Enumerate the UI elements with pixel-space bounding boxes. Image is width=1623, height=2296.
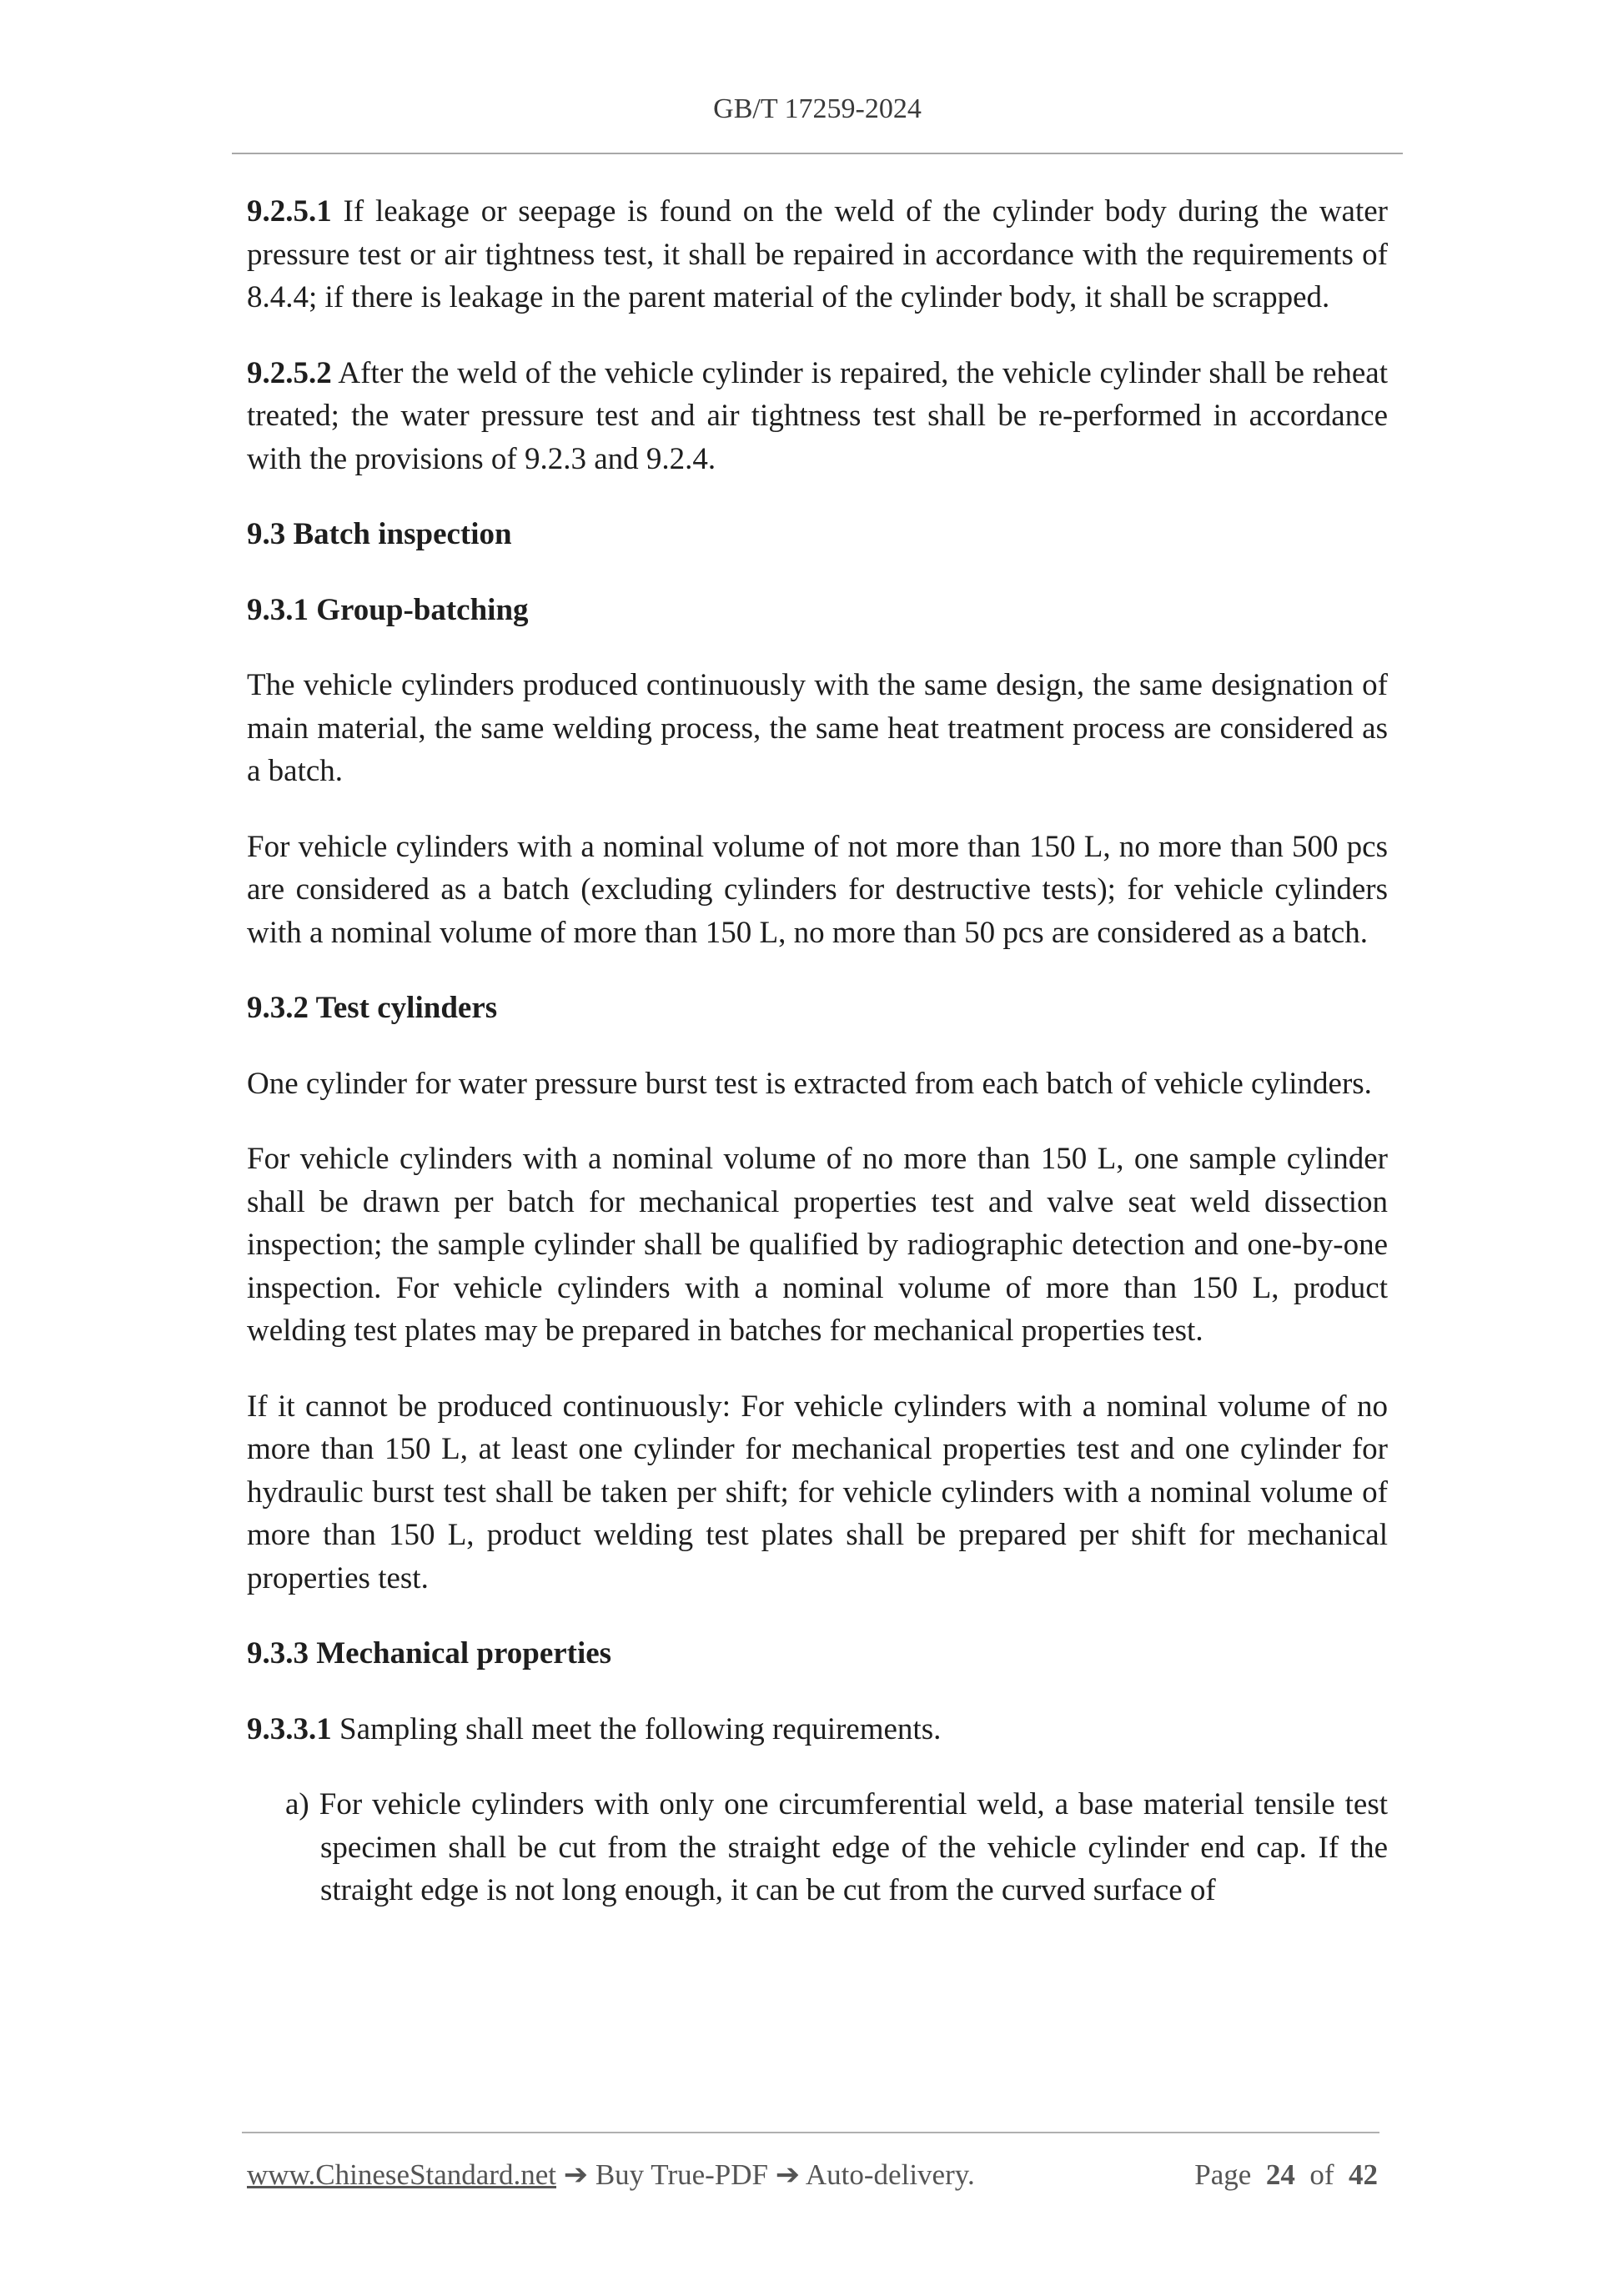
paragraph-batch-size: For vehicle cylinders with a nominal volume of not more than 150 L, no more than 500 pcs are considered as a batch (excluding cylinders for destructive tests); for vehicle cylinders with a nominal volume of more than 150 L, no more than 50 pcs are considered as a batch. <box>247 829 1388 950</box>
page-label: Page <box>1194 2158 1252 2191</box>
heading-9-3-2: 9.3.2 Test cylinders <box>247 991 498 1025</box>
paragraph-burst-test-cylinder: One cylinder for water pressure burst test is extracted from each batch of vehicle cylinders. <box>247 1066 1372 1101</box>
of-label: of <box>1309 2158 1334 2191</box>
list-item-a: a) For vehicle cylinders with only one circumferential weld, a base material tensile test specimen shall be cut from the straight edge of the vehicle cylinder end cap. If the straight edge is not long enough, it can be cut from the curved surface of <box>285 1787 1388 1907</box>
footer-promo <box>247 2154 975 2196</box>
arrow-right-icon: ➔ <box>775 2158 801 2191</box>
clause-text: Sampling shall meet the following requirements. <box>339 1711 942 1746</box>
footer-divider <box>242 2132 1379 2133</box>
current-page: 24 <box>1265 2158 1295 2191</box>
paragraph-sample-cylinder: For vehicle cylinders with a nominal volume of no more than 150 L, one sample cylinder shall be drawn per batch for mechanical properties test and valve seat weld dissection inspection; the sample cylinder shall be qualified by radiographic detection and one-by-one inspection. For vehicle cylinders with a nominal volume of more than 150 L, product welding test plates may be prepared in batches for mechanical properties test. <box>247 1142 1388 1348</box>
total-pages: 42 <box>1349 2158 1378 2191</box>
clause-9-2-5-2 <box>247 352 1388 481</box>
clause-number: 9.3.3.1 <box>247 1711 332 1746</box>
website-link[interactable]: www.ChineseStandard.net <box>247 2158 556 2191</box>
clause-9-3-3-1 <box>247 1708 1388 1751</box>
clause-9-2-5-1 <box>247 190 1388 319</box>
page-header <box>232 93 1403 125</box>
clause-number: 9.2.5.1 <box>247 194 332 229</box>
clause-number: 9.2.5.2 <box>247 355 332 390</box>
arrow-right-icon: ➔ <box>563 2158 589 2191</box>
auto-delivery-text: Auto-delivery. <box>805 2158 975 2191</box>
paragraph-non-continuous: If it cannot be produced continuously: For vehicle cylinders with a nominal volume of no more than 150 L, at least one cylinder for mechanical properties test and one cylinder for hydraulic burst test shall be taken per shift; for vehicle cylinders with a nominal volume of more than 150 L, product welding test plates shall be prepared per shift for mechanical properties test. <box>247 1389 1388 1595</box>
page-indicator <box>1194 2154 1378 2196</box>
standard-number: GB/T 17259-2024 <box>713 93 922 124</box>
header-divider <box>232 153 1403 154</box>
document-body <box>247 190 1388 1945</box>
clause-text: If leakage or seepage is found on the weld of the cylinder body during the water pressure test or air tightness test, it shall be repaired in accordance with the requirements of 8.4.4; if there is leakage in the parent material of the cylinder body, it shall be scrapped. <box>247 194 1388 314</box>
paragraph-batch-definition: The vehicle cylinders produced continuously with the same design, the same designation of main material, the same welding process, the same heat treatment process are considered as a batch. <box>247 668 1388 788</box>
buy-true-pdf-text: Buy True-PDF <box>595 2158 768 2191</box>
heading-9-3-1: 9.3.1 Group-batching <box>247 592 529 627</box>
heading-9-3-3: 9.3.3 Mechanical properties <box>247 1636 612 1671</box>
clause-text: After the weld of the vehicle cylinder is repaired, the vehicle cylinder shall be reheat treated; the water pressure test and air tightness test shall be re-performed in accordance with the provisions of 9.2.3 and 9.2.4. <box>247 355 1389 476</box>
heading-9-3: 9.3 Batch inspection <box>247 517 512 551</box>
